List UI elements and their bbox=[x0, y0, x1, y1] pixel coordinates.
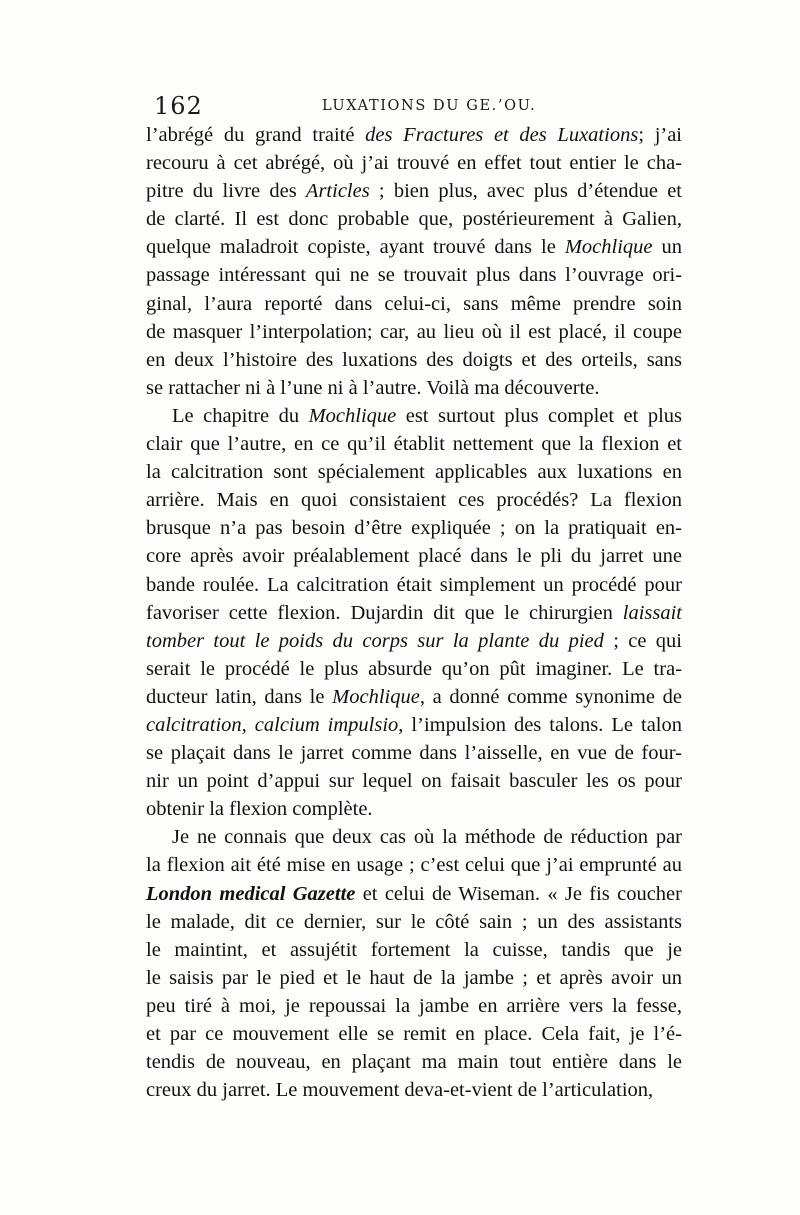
text-segment: favoriser cette flexion. Dujardin dit que le chirurgien bbox=[146, 601, 623, 624]
text-line bbox=[146, 851, 682, 879]
text-line bbox=[146, 823, 682, 851]
text-segment: est surtout plus complet et plus bbox=[396, 404, 682, 427]
text-segment: ducteur latin, dans le bbox=[146, 685, 333, 708]
text-segment: la calcitration sont spécialement applicables aux luxations en bbox=[146, 461, 682, 484]
text-segment: le malade, dit ce dernier, sur le côté sain ; un des assistants bbox=[146, 910, 682, 933]
paragraph bbox=[146, 121, 682, 402]
page-number: 162 bbox=[154, 92, 203, 120]
text-line bbox=[146, 542, 682, 570]
italic-text: des Fractures et des Luxations bbox=[365, 124, 639, 146]
text-segment: passage intéressant qui ne se trouvait plus dans l’ouvrage ori- bbox=[146, 264, 682, 287]
text-segment: la flexion ait été mise en usage ; c’est celui que j’ai emprunté au bbox=[146, 854, 682, 877]
text-segment: pitre du livre des bbox=[146, 180, 306, 203]
text-segment: l’abrégé du grand traité bbox=[146, 124, 366, 146]
italic-text: Articles bbox=[305, 180, 370, 203]
italic-text: Mochlique bbox=[308, 404, 397, 427]
text-segment: se plaçait dans le jarret comme dans l’aisselle, en vue de four- bbox=[146, 742, 682, 765]
text-segment: se rattacher ni à l’une ni à l’autre. Voilà ma découverte. bbox=[146, 376, 600, 399]
text-segment: nir un point d’appui sur lequel on faisait basculer les os pour bbox=[146, 770, 682, 793]
text-line bbox=[146, 683, 682, 711]
paragraph bbox=[146, 402, 682, 823]
text-segment: et par ce mouvement elle se remit en place. Cela fait, je l’é- bbox=[146, 1023, 682, 1045]
text-line bbox=[146, 964, 682, 992]
italic-text: laissait bbox=[622, 601, 682, 624]
text-line bbox=[146, 599, 682, 627]
text-line bbox=[146, 121, 682, 149]
text-segment: ; bien plus, avec plus d’étendue et bbox=[369, 180, 682, 203]
text-segment: ginal, l’aura reporté dans celui-ci, sans même prendre soin bbox=[146, 292, 682, 315]
text-segment: un bbox=[652, 236, 683, 259]
text-line bbox=[146, 908, 682, 936]
text-line bbox=[146, 795, 682, 823]
text-line bbox=[146, 430, 682, 458]
text-segment: clair que l’autre, en ce qu’il établit nettement que la flexion et bbox=[146, 433, 682, 456]
text-segment: le maintint, et assujétit fortement la cuisse, tandis que je bbox=[146, 938, 682, 961]
text-line bbox=[146, 992, 682, 1020]
text-line bbox=[146, 1076, 682, 1104]
text-line bbox=[146, 290, 682, 318]
text-line bbox=[146, 402, 682, 430]
text-segment: le saisis par le pied et le haut de la jambe ; et après avoir un bbox=[146, 966, 682, 989]
text-segment: et celui de Wiseman. « Je fis coucher bbox=[355, 882, 682, 905]
text-line bbox=[146, 233, 682, 261]
text-segment: , l’impulsion des talons. Le talon bbox=[398, 713, 682, 736]
text-segment: de clarté. Il est donc probable que, postérieurement à Galien, bbox=[146, 208, 682, 231]
text-line bbox=[146, 655, 682, 683]
text-line bbox=[146, 177, 682, 205]
text-line bbox=[146, 261, 682, 289]
text-segment: ; j’ai bbox=[638, 124, 683, 146]
text-line bbox=[146, 205, 682, 233]
text-segment: recouru à cet abrégé, où j’ai trouvé en effet tout entier le cha- bbox=[146, 152, 682, 175]
text-line bbox=[146, 149, 682, 177]
text-segment: Je ne connais que deux cas où la méthode de réduction par bbox=[172, 826, 682, 849]
running-head-title: LUXATIONS DU GE.’OU. bbox=[322, 98, 537, 114]
text-segment: quelque maladroit copiste, ayant trouvé dans le bbox=[146, 236, 565, 259]
text-segment: Le chapitre du bbox=[172, 404, 309, 427]
text-line bbox=[146, 346, 682, 374]
text-line bbox=[146, 1048, 682, 1076]
text-segment: serait le procédé le plus absurde qu’on pût imaginer. Le tra- bbox=[146, 657, 682, 680]
text-line bbox=[146, 486, 682, 514]
text-segment: creux du jarret. Le mouvement deva-et-vient de l’articulation, bbox=[146, 1079, 654, 1102]
text-line bbox=[146, 514, 682, 542]
text-segment: obtenir la flexion complète. bbox=[146, 798, 373, 821]
italic-text: calcitration, calcium impulsio bbox=[146, 713, 399, 736]
text-line bbox=[146, 627, 682, 655]
text-line bbox=[146, 1020, 682, 1048]
body-text bbox=[146, 121, 682, 1104]
text-segment: en deux l’histoire des luxations des doigts et des orteils, sans bbox=[146, 348, 682, 371]
text-segment: bande roulée. La calcitration était simplement un procédé pour bbox=[146, 573, 682, 596]
text-segment: core après avoir préalablement placé dans le pli du jarret une bbox=[146, 545, 682, 568]
text-line bbox=[146, 458, 682, 486]
text-segment: peu tiré à moi, je repoussai la jambe en arrière vers la fesse, bbox=[146, 994, 682, 1017]
text-line bbox=[146, 739, 682, 767]
italic-text: tomber tout le poids du corps sur la plante du pied bbox=[146, 629, 604, 652]
text-line bbox=[146, 571, 682, 599]
text-line bbox=[146, 880, 682, 908]
text-segment: de masquer l’interpolation; car, au lieu où il est placé, il coupe bbox=[146, 320, 682, 343]
text-segment: ; ce qui bbox=[603, 629, 682, 652]
text-line bbox=[146, 318, 682, 346]
running-head bbox=[146, 92, 682, 122]
text-line bbox=[146, 374, 682, 402]
text-segment: , a donné comme synonime de bbox=[419, 685, 682, 708]
italic-text: Mochlique bbox=[564, 236, 653, 259]
text-segment: tendis de nouveau, en plaçant ma main tout entière dans le bbox=[146, 1051, 682, 1074]
italic-text: Mochlique bbox=[332, 685, 420, 708]
text-line bbox=[146, 767, 682, 795]
italic-text: London medical Gazette bbox=[146, 882, 356, 905]
text-line bbox=[146, 711, 682, 739]
text-segment: brusque n’a pas besoin d’être expliquée ; on la pratiquait en- bbox=[146, 517, 682, 540]
paragraph bbox=[146, 823, 682, 1104]
text-line bbox=[146, 936, 682, 964]
text-segment: arrière. Mais en quoi consistaient ces procédés? La flexion bbox=[146, 489, 682, 512]
